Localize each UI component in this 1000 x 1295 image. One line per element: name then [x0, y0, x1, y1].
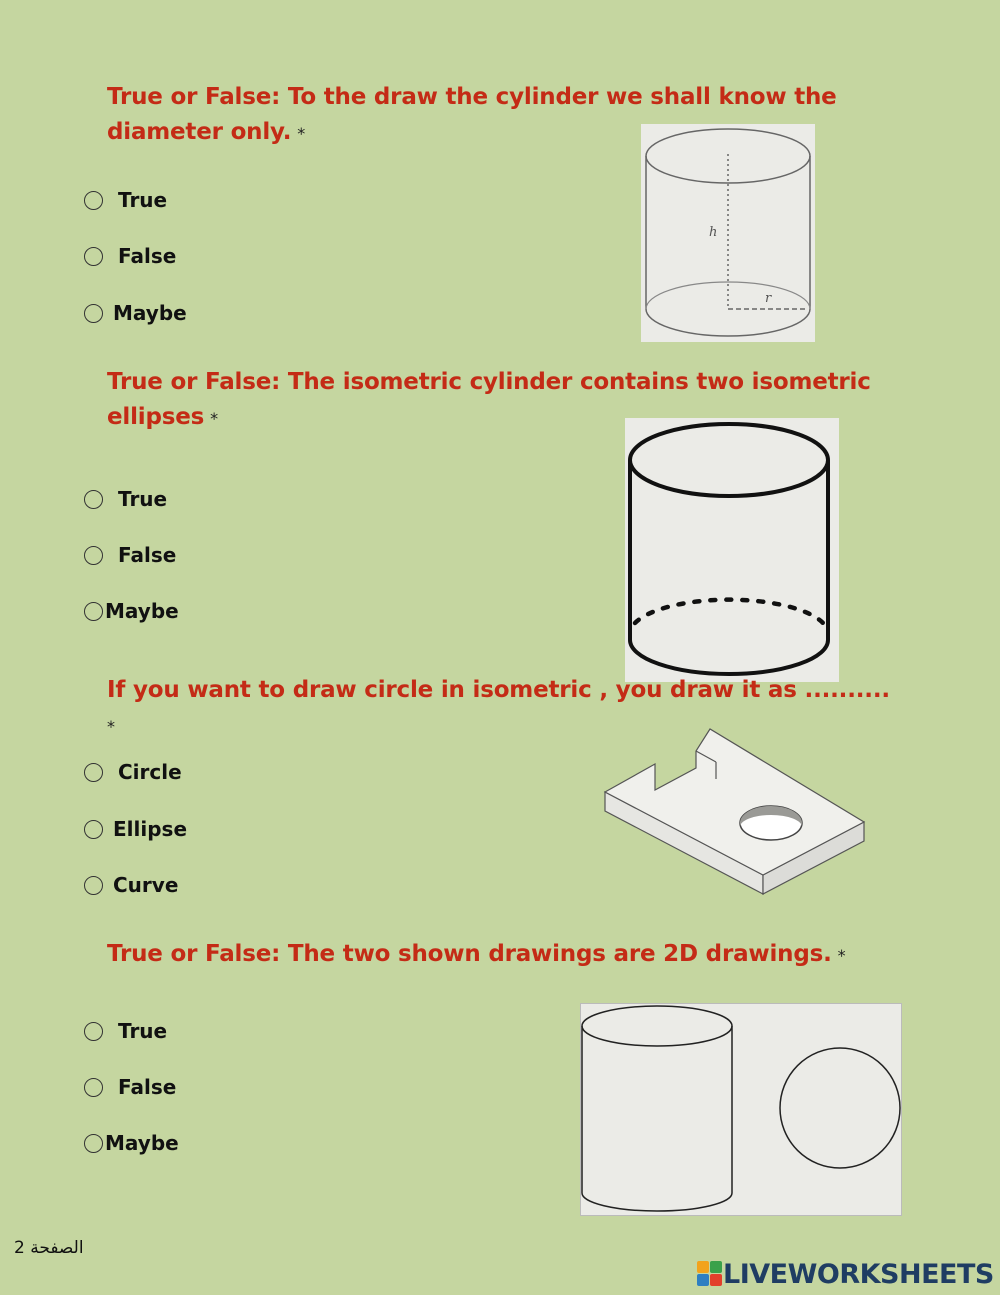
- radio-button[interactable]: [84, 247, 103, 266]
- radio-button[interactable]: [84, 546, 103, 565]
- q3-option-ellipse[interactable]: [84, 816, 187, 842]
- label-r: r: [765, 291, 772, 306]
- q3-option-curve[interactable]: [84, 872, 178, 898]
- question-4-title: True or False: The two shown drawings are 2D drawings. *: [107, 941, 846, 967]
- q4-option-true[interactable]: [84, 1018, 167, 1044]
- radio-button[interactable]: [84, 763, 103, 782]
- option-label: Circle: [118, 760, 182, 784]
- radio-button[interactable]: [84, 602, 103, 621]
- liveworksheets-logo: [697, 1258, 994, 1290]
- q4-option-false[interactable]: [84, 1074, 176, 1100]
- radio-button[interactable]: [84, 490, 103, 509]
- option-label: Maybe: [105, 1131, 179, 1155]
- q2-option-false[interactable]: [84, 542, 176, 568]
- required-mark: *: [297, 124, 306, 143]
- option-label: False: [118, 543, 177, 567]
- q1-option-false[interactable]: [84, 243, 176, 269]
- page-number: الصفحة 2: [14, 1238, 84, 1258]
- q4-option-maybe[interactable]: [84, 1130, 179, 1156]
- radio-button[interactable]: [84, 304, 103, 323]
- q1-option-maybe[interactable]: [84, 300, 187, 326]
- option-label: Maybe: [105, 599, 179, 623]
- radio-button[interactable]: [84, 191, 103, 210]
- radio-button[interactable]: [84, 876, 103, 895]
- q2-option-maybe[interactable]: [84, 598, 179, 624]
- q2-option-true[interactable]: [84, 486, 167, 512]
- radio-button[interactable]: [84, 1134, 103, 1153]
- question-1-title: True or False: To the draw the cylinder we shall know the diameter only. *: [107, 84, 837, 145]
- cylinder-and-circle-figure: [580, 1003, 902, 1216]
- question-2-title: True or False: The isometric cylinder contains two isometric ellipses *: [107, 369, 871, 430]
- required-mark: *: [107, 717, 115, 736]
- radio-button[interactable]: [84, 1078, 103, 1097]
- option-label: Ellipse: [113, 817, 188, 841]
- liveworksheets-logo-icon: [697, 1261, 723, 1287]
- option-label: True: [118, 487, 168, 511]
- option-label: False: [118, 244, 177, 268]
- brand-name: LIVEWORKSHEETS: [723, 1258, 994, 1290]
- q3-option-circle[interactable]: [84, 759, 182, 785]
- radio-button[interactable]: [84, 1022, 103, 1041]
- option-label: Maybe: [113, 301, 187, 325]
- question-3-title: If you want to draw circle in isometric , you draw it as .......... *: [107, 677, 890, 736]
- required-mark: *: [837, 946, 846, 965]
- radio-button[interactable]: [84, 820, 103, 839]
- isometric-plate-with-hole-figure: [600, 724, 870, 899]
- option-label: False: [118, 1075, 177, 1099]
- label-h: h: [709, 225, 718, 240]
- option-label: Curve: [113, 873, 179, 897]
- option-label: True: [118, 1019, 168, 1043]
- cylinder-figure-h-r: [641, 124, 815, 342]
- required-mark: *: [210, 409, 218, 428]
- option-label: True: [118, 188, 168, 212]
- isometric-cylinder-figure: [625, 418, 839, 682]
- q1-option-true[interactable]: [84, 187, 167, 213]
